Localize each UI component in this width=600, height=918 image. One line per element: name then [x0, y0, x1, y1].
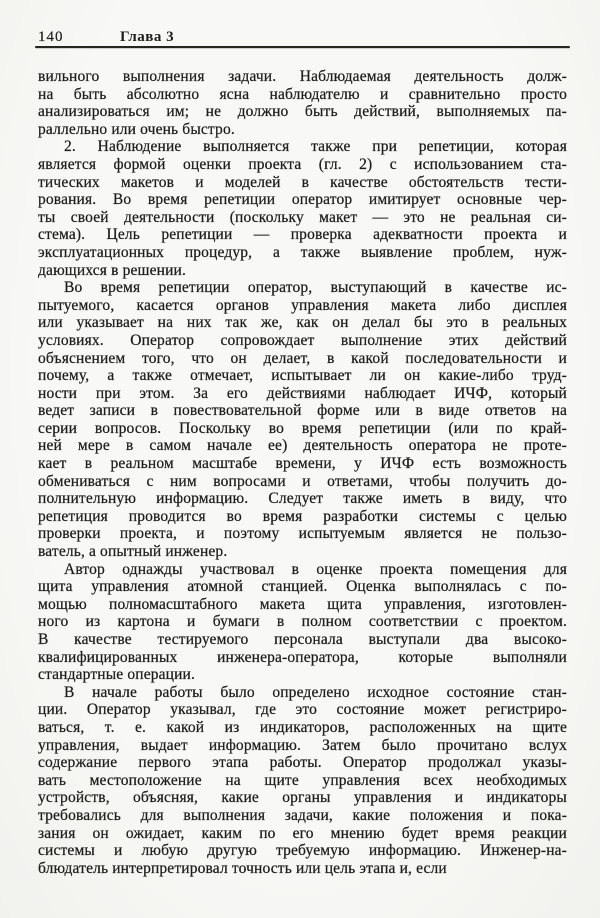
text-line: стандартные операции. — [38, 666, 196, 684]
text-line: репетиция проводится во время разработки системы с целью — [38, 507, 567, 525]
text-line: устройств, объясняя, какие органы управления и индикаторы — [38, 789, 567, 807]
text-paragraph — [38, 684, 567, 878]
text-line: ции. Оператор указывал, где это состояние может регистриро- — [38, 701, 567, 719]
text-paragraph — [38, 138, 567, 279]
text-line: вильного выполнения задачи. Наблюдаемая деятельность долж- — [38, 68, 567, 85]
text-line: дающихся в решении. — [38, 261, 187, 279]
chapter-title: Глава 3 — [120, 29, 175, 45]
text-line: ты своей деятельности (поскольку макет — это не реальная си- — [38, 208, 567, 226]
body-text — [38, 68, 567, 877]
text-line: пытуемого, касается органов управления макета либо дисплея — [38, 296, 567, 314]
text-line: условиях. Оператор сопровождает выполнение этих действий — [38, 331, 567, 349]
text-line: тических макетов и моделей в качестве обстоятельств тести- — [38, 173, 567, 191]
text-line: полнительную информацию. Следует также иметь в виду, что — [38, 490, 567, 508]
text-line: стема). Цель репетиции — проверка адекватности проекта и — [38, 226, 567, 244]
text-paragraph — [38, 279, 567, 561]
text-line: вать местоположение на щите управления всех необходимых — [38, 771, 567, 789]
text-line: обмениваться с ним вопросами и ответами, чтобы получить до- — [38, 472, 567, 490]
text-line: эксплуатационных процедур, а также выявление проблем, нуж- — [38, 243, 567, 261]
text-paragraph — [38, 561, 567, 684]
text-line: Автор однажды участвовал в оценке проекта помещения для — [64, 560, 567, 578]
text-line: В начале работы было определено исходное состояние стан- — [64, 683, 567, 701]
text-line: требовались для выполнения задачи, какие положения и пока- — [38, 806, 567, 824]
text-line: 2. Наблюдение выполняется также при репетиции, которая — [64, 138, 567, 156]
text-line: щита управления атомной станцией. Оценка выполнялась с по- — [38, 578, 567, 596]
text-line: блюдатель интерпретировал точность или цель этапа и, если — [38, 859, 447, 877]
text-line: содержание первого этапа работы. Оператор продолжал указы- — [38, 754, 567, 772]
page-number: 140 — [38, 29, 64, 45]
text-line: рования. Во время репетиции оператор имитирует основные чер- — [38, 191, 567, 209]
text-line: системы и любую другую требуемую информацию. Инженер-на- — [38, 842, 567, 860]
text-line: квалифицированных инженера-оператора, которые выполняли — [38, 648, 567, 666]
page-header — [38, 29, 570, 47]
text-line: В качестве тестируемого персонала выступали два высоко- — [38, 631, 567, 648]
text-line: ней мере в самом начале ее) деятельность оператора не проте- — [38, 437, 567, 455]
text-line: ватель, а опытный инженер. — [38, 543, 228, 561]
text-line: ности при этом. За его действиями наблюдает ИЧФ, который — [38, 384, 567, 402]
text-line: почему, а также отмечает, испытывает ли он какие-либо труд- — [38, 367, 567, 385]
text-line: является формой оценки проекта (гл. 2) с использованием ста- — [38, 155, 567, 173]
text-line: мощью полномасштабного макета щита управления, изготовлен- — [38, 595, 567, 613]
text-line: зания он ожидает, каким по его мнению будет время реакции — [38, 824, 567, 842]
text-line: серии вопросов. Поскольку во время репетиции (или по край- — [38, 419, 567, 437]
header-rule — [35, 46, 570, 48]
text-line: Во время репетиции оператор, выступающий в качестве ис- — [64, 279, 567, 297]
text-line: или указывает на них так же, как он делал бы это в реальных — [38, 314, 567, 332]
text-line: раллельно или очень быстро. — [38, 120, 235, 138]
text-line: на быть абсолютно ясна наблюдателю и сравнительно просто — [38, 85, 567, 103]
text-line: ведет записи в повествовательной форме или в виде ответов на — [38, 402, 567, 420]
text-line: анализироваться им; не должно быть действий, выполняемых па- — [38, 103, 567, 121]
text-line: ваться, т. е. какой из индикаторов, расположенных на щите — [38, 718, 567, 736]
text-line: ного из картона и бумаги в полном соответствии с проектом. — [38, 613, 567, 631]
text-line: управления, выдает информацию. Затем было прочитано вслух — [38, 736, 567, 754]
text-line: объяснением того, что он делает, в какой последовательности и — [38, 349, 567, 367]
text-line: кает в реальном масштабе времени, у ИЧФ есть возможность — [38, 455, 567, 473]
text-line: проверки проекта, и поэтому испытуемым является не пользо- — [38, 525, 567, 543]
text-paragraph — [38, 68, 567, 138]
